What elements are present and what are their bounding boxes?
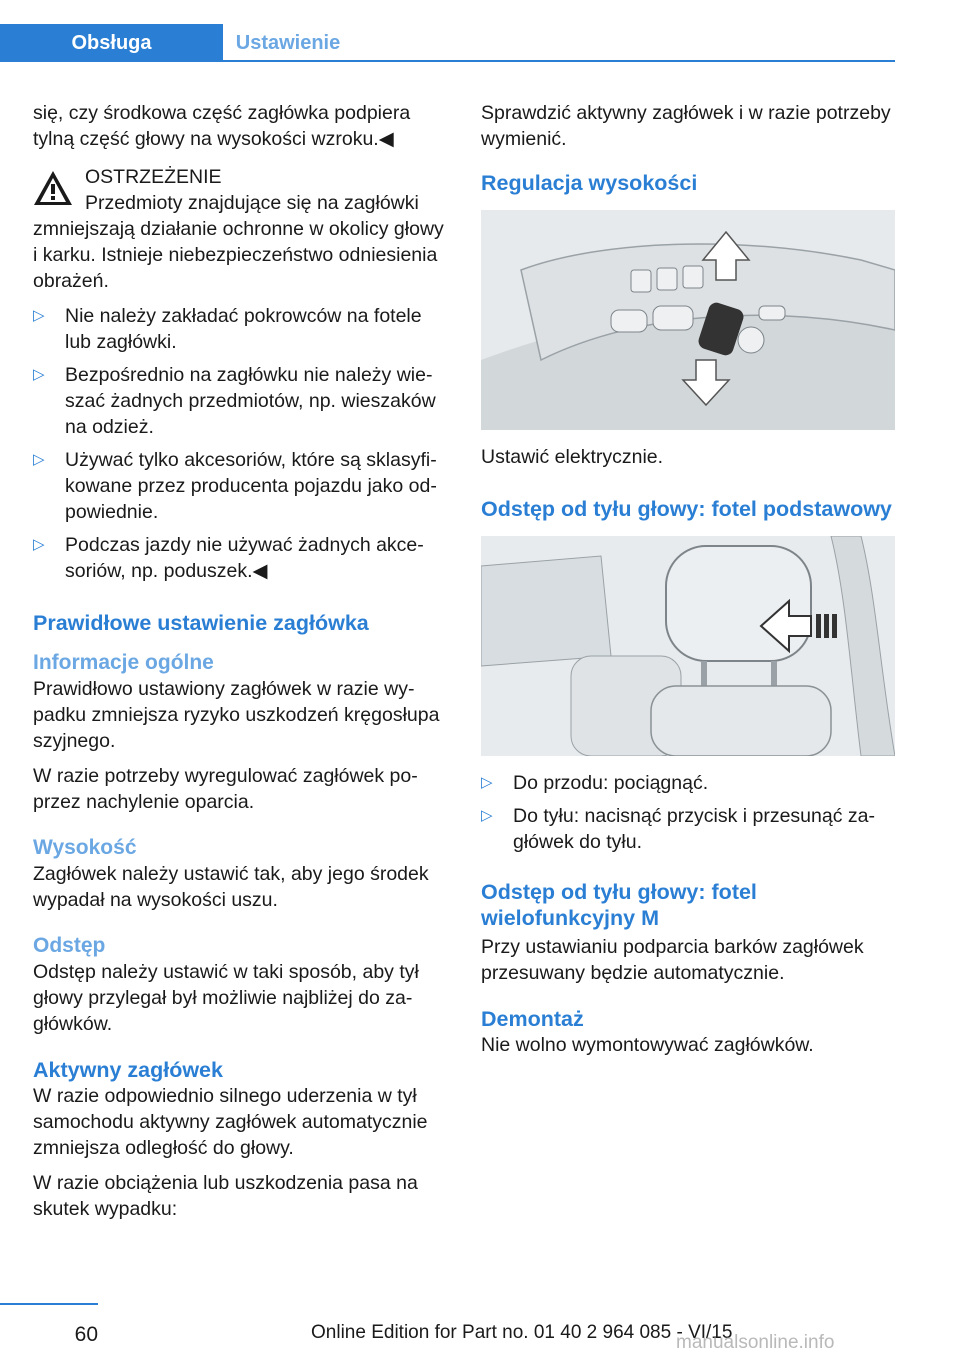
- list-item: [33, 303, 447, 355]
- triangle-bullet-icon: ▷: [481, 807, 493, 824]
- distance-paragraph: Odstęp należy ustawić w taki sposób, aby tył głowy przylegał był możliwie najbliżej do zagłówków.: [33, 961, 419, 1035]
- list-item-text: Do przodu: pociągnąć.: [513, 772, 709, 794]
- check-paragraph: Sprawdzić aktywny zagłówek i w razie potrzeby wymienić.: [481, 102, 891, 150]
- list-item: [33, 362, 447, 440]
- basic-seat-title: Odstęp od tyłu głowy: fotel podstawowy: [481, 497, 892, 521]
- list-item-text: Bezpośrednio na zagłówku nie należy wieszać żadnych przedmiotów, np. wieszaków na odzież.: [65, 364, 436, 438]
- list-item: [33, 447, 447, 525]
- warning-title: OSTRZEŻENIE: [85, 166, 222, 188]
- list-item: [481, 770, 895, 796]
- intro-paragraph: się, czy środkowa część zagłówka podpiera tylną część głowy na wysokości wzroku.◀: [33, 102, 411, 150]
- list-item-text: Podczas jazdy nie używać żadnych akcesoriów, np. poduszek.◀: [65, 534, 424, 582]
- active-paragraph-1: W razie odpowiednio silnego uderzenia w tył samochodu aktywny zagłówek automatycznie zmniejsza odległość do głowy.: [33, 1085, 428, 1159]
- m-seat-title: Odstęp od tyłu głowy: fotel wielofunkcyjny M: [481, 880, 757, 930]
- page-number: 60: [0, 1303, 98, 1347]
- right-column: [481, 100, 895, 1067]
- triangle-bullet-icon: ▷: [33, 536, 45, 553]
- tab-ustawienie[interactable]: Ustawienie: [223, 24, 353, 62]
- seat-controls-image: [481, 210, 895, 430]
- general-paragraph-1: Prawidłowo ustawiony zagłówek w razie wypadku zmniejsza ryzyko uszkodzeń kręgosłupa szyjnego.: [33, 678, 440, 752]
- height-title: Wysokość: [33, 836, 137, 859]
- list-item-text: Nie należy zakładać pokrowców na fotele lub zagłówki.: [65, 305, 422, 353]
- edition-footer: Online Edition for Part no. 01 40 2 964 085 - VI/15: [311, 1322, 733, 1343]
- warning-box: [33, 164, 447, 216]
- header-rule: [0, 60, 895, 62]
- warning-triangle-icon: [33, 170, 73, 206]
- triangle-bullet-icon: ▷: [481, 774, 493, 791]
- left-column: [33, 100, 447, 1231]
- headrest-image: [481, 536, 895, 756]
- triangle-bullet-icon: ▷: [33, 451, 45, 468]
- height-paragraph: Zagłówek należy ustawić tak, aby jego środek wypadał na wysokości uszu.: [33, 863, 429, 911]
- list-item-text: Do tyłu: nacisnąć przycisk i przesunąć zagłówek do tyłu.: [513, 805, 875, 853]
- active-headrest-title: Aktywny zagłówek: [33, 1058, 223, 1082]
- warning-continuation: zmniejszają działanie ochronne w okolicy głowy i karku. Istnieje niebezpieczeństwo odniesienia obrażeń.: [33, 218, 444, 292]
- list-item: [481, 803, 895, 855]
- list-item-text: Używać tylko akcesoriów, które są sklasyfikowane przez producenta pojazdu jako odpowiednie.: [65, 449, 437, 523]
- height-adjust-title: Regulacja wysokości: [481, 171, 698, 195]
- distance-title: Odstęp: [33, 934, 106, 957]
- section-title: Prawidłowe ustawienie zagłówka: [33, 611, 369, 635]
- header-tabs: [0, 24, 353, 62]
- electric-adjust-paragraph: Ustawić elektrycznie.: [481, 446, 664, 468]
- warning-line1: Przedmioty znajdujące się na zagłówki: [85, 192, 419, 214]
- triangle-bullet-icon: ▷: [33, 307, 45, 324]
- active-paragraph-2: W razie obciążenia lub uszkodzenia pasa na skutek wypadku:: [33, 1172, 418, 1220]
- removal-title: Demontaż: [481, 1007, 584, 1031]
- m-seat-paragraph: Przy ustawianiu podparcia barków zagłówek przesuwany będzie automatycznie.: [481, 936, 864, 984]
- tab-obsluga[interactable]: Obsługa: [0, 24, 223, 62]
- triangle-bullet-icon: ▷: [33, 366, 45, 383]
- general-title: Informacje ogólne: [33, 651, 214, 674]
- removal-paragraph: Nie wolno wymontowywać zagłówków.: [481, 1034, 814, 1056]
- watermark: manualsonline.info: [676, 1332, 835, 1353]
- list-item: [33, 532, 447, 584]
- general-paragraph-2: W razie potrzeby wyregulować zagłówek poprzez nachylenie oparcia.: [33, 765, 418, 813]
